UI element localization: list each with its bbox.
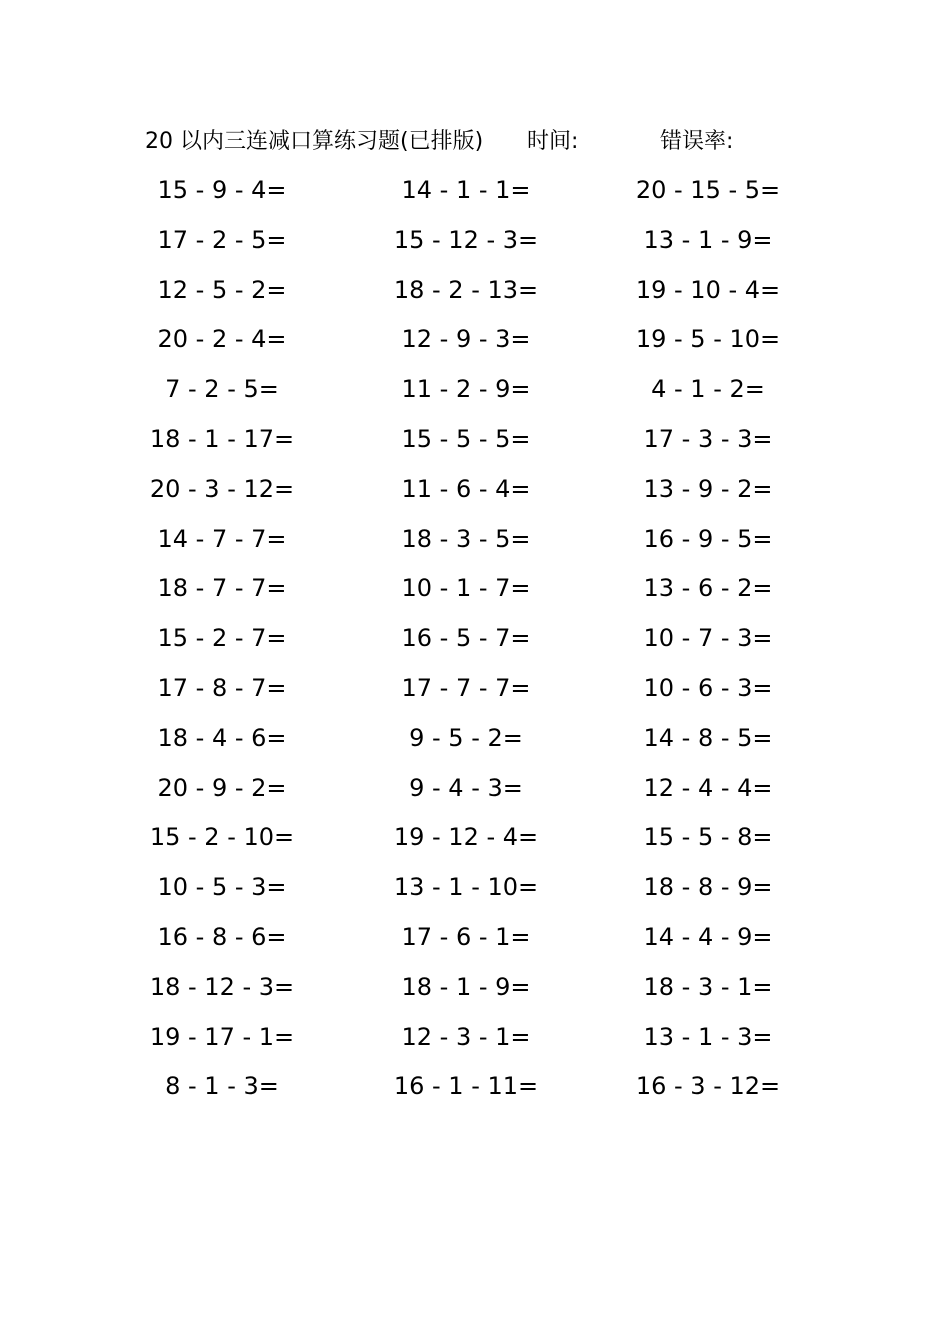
arithmetic-problem: 12 - 9 - 3= — [401, 325, 531, 354]
arithmetic-problem: 18 - 3 - 1= — [643, 972, 773, 1001]
problem-grid — [0, 170, 950, 1116]
arithmetic-problem: 18 - 8 - 9= — [643, 873, 773, 902]
arithmetic-problem: 18 - 1 - 17= — [149, 424, 295, 453]
problem-row — [0, 469, 950, 519]
arithmetic-problem: 20 - 3 - 12= — [149, 474, 295, 503]
arithmetic-problem: 16 - 5 - 7= — [401, 624, 531, 653]
arithmetic-problem: 17 - 6 - 1= — [401, 922, 531, 951]
arithmetic-problem: 14 - 4 - 9= — [643, 922, 773, 951]
arithmetic-problem: 18 - 7 - 7= — [157, 574, 287, 603]
arithmetic-problem: 13 - 6 - 2= — [643, 574, 773, 603]
arithmetic-problem: 18 - 1 - 9= — [401, 972, 531, 1001]
problem-row — [0, 419, 950, 469]
arithmetic-problem: 19 - 5 - 10= — [635, 325, 781, 354]
arithmetic-problem: 20 - 15 - 5= — [635, 176, 781, 204]
arithmetic-problem: 20 - 9 - 2= — [157, 773, 287, 802]
problem-row — [0, 369, 950, 419]
arithmetic-problem: 13 - 1 - 10= — [393, 873, 539, 902]
arithmetic-problem: 18 - 12 - 3= — [149, 972, 295, 1001]
problem-row — [0, 668, 950, 718]
arithmetic-problem: 17 - 3 - 3= — [643, 424, 773, 453]
arithmetic-problem: 14 - 7 - 7= — [157, 524, 287, 553]
arithmetic-problem: 15 - 5 - 8= — [643, 823, 773, 852]
arithmetic-problem: 11 - 6 - 4= — [401, 474, 531, 503]
arithmetic-problem: 12 - 3 - 1= — [401, 1022, 531, 1051]
arithmetic-problem: 19 - 12 - 4= — [393, 823, 539, 852]
arithmetic-problem: 13 - 1 - 3= — [643, 1022, 773, 1051]
problem-row — [0, 718, 950, 768]
arithmetic-problem: 17 - 8 - 7= — [157, 673, 287, 702]
problem-row — [0, 568, 950, 618]
problem-row — [0, 917, 950, 967]
arithmetic-problem: 10 - 5 - 3= — [157, 873, 287, 902]
problem-row — [0, 519, 950, 569]
arithmetic-problem: 18 - 3 - 5= — [401, 524, 531, 553]
arithmetic-problem: 16 - 8 - 6= — [157, 922, 287, 951]
arithmetic-problem: 16 - 9 - 5= — [643, 524, 773, 553]
arithmetic-problem: 13 - 9 - 2= — [643, 474, 773, 503]
problem-row — [0, 967, 950, 1017]
problem-row — [0, 867, 950, 917]
arithmetic-problem: 12 - 4 - 4= — [643, 773, 773, 802]
arithmetic-problem: 19 - 10 - 4= — [635, 275, 781, 304]
arithmetic-problem: 14 - 1 - 1= — [401, 176, 531, 204]
arithmetic-problem: 18 - 4 - 6= — [157, 723, 287, 752]
arithmetic-problem: 7 - 2 - 5= — [165, 375, 279, 404]
arithmetic-problem: 11 - 2 - 9= — [401, 375, 531, 404]
problem-row — [0, 618, 950, 668]
arithmetic-problem: 10 - 7 - 3= — [643, 624, 773, 653]
arithmetic-problem: 19 - 17 - 1= — [149, 1022, 295, 1051]
arithmetic-problem: 15 - 9 - 4= — [157, 176, 287, 204]
arithmetic-problem: 9 - 5 - 2= — [409, 723, 523, 752]
arithmetic-problem: 9 - 4 - 3= — [409, 773, 523, 802]
problem-row — [0, 817, 950, 867]
problem-row — [0, 1017, 950, 1067]
time-label: 时间: — [527, 129, 579, 154]
arithmetic-problem: 15 - 12 - 3= — [393, 225, 539, 254]
error-rate-label: 错误率: — [660, 129, 734, 154]
arithmetic-problem: 13 - 1 - 9= — [643, 225, 773, 254]
arithmetic-problem: 14 - 8 - 5= — [643, 723, 773, 752]
problem-row — [0, 319, 950, 369]
arithmetic-problem: 15 - 2 - 10= — [149, 823, 295, 852]
problem-row — [0, 270, 950, 320]
arithmetic-problem: 16 - 3 - 12= — [635, 1072, 781, 1101]
arithmetic-problem: 20 - 2 - 4= — [157, 325, 287, 354]
arithmetic-problem: 15 - 2 - 7= — [157, 624, 287, 653]
arithmetic-problem: 4 - 1 - 2= — [651, 375, 765, 404]
arithmetic-problem: 16 - 1 - 11= — [393, 1072, 539, 1101]
worksheet-header — [0, 124, 950, 160]
worksheet-title: 20 以内三连减口算练习题(已排版) — [145, 129, 484, 154]
arithmetic-problem: 18 - 2 - 13= — [393, 275, 539, 304]
problem-row — [0, 1066, 950, 1116]
arithmetic-problem: 10 - 1 - 7= — [401, 574, 531, 603]
problem-row — [0, 170, 950, 220]
arithmetic-problem: 10 - 6 - 3= — [643, 673, 773, 702]
arithmetic-problem: 15 - 5 - 5= — [401, 424, 531, 453]
arithmetic-problem: 12 - 5 - 2= — [157, 275, 287, 304]
arithmetic-problem: 17 - 7 - 7= — [401, 673, 531, 702]
arithmetic-problem: 8 - 1 - 3= — [165, 1072, 279, 1101]
problem-row — [0, 220, 950, 270]
problem-row — [0, 768, 950, 818]
arithmetic-problem: 17 - 2 - 5= — [157, 225, 287, 254]
